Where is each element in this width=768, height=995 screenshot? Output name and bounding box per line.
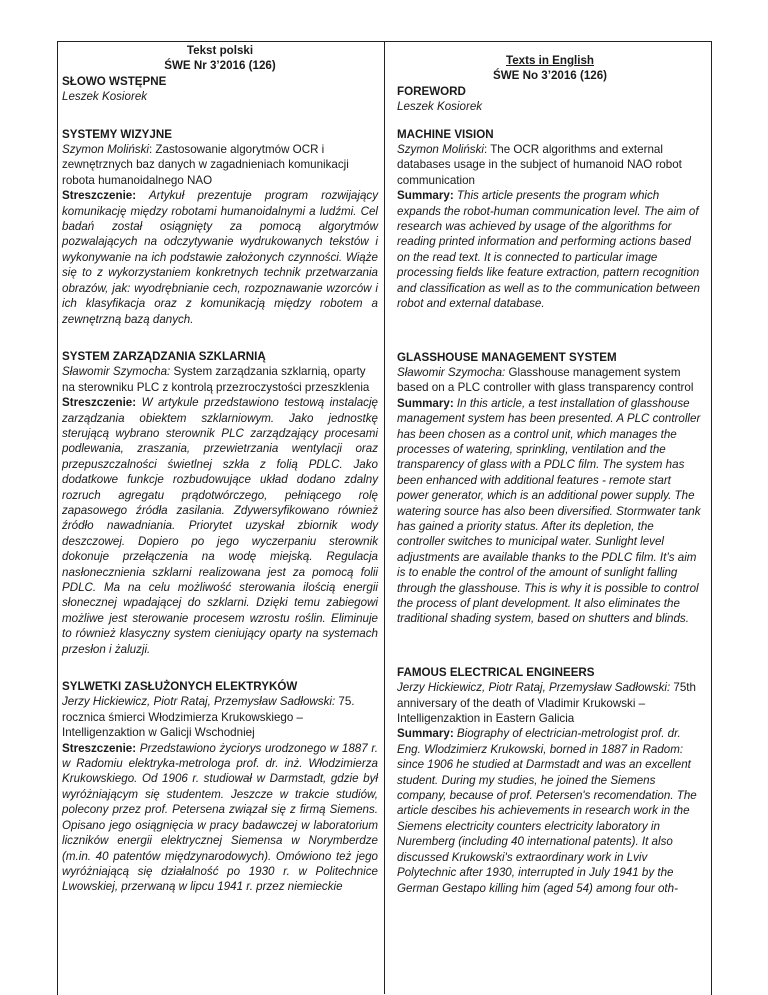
abstract-text: In this article, a test installation of glasshouse management system has been presented. A PLC controller has been chosen as a control unit, which manages the processes of watering, sprinkling, ventilation and the transparency of glass with a PDLC film. The system has been enhanced with additional features - remote start power generator, which is an additional power supply. The watering source has also been diversified. Stormwater tank has gained a priority status. After its depletion, the controller switches to municipal water. Sunlight level adjustments are available thanks to the PDLC film. It’s aim is to enable the control of the amount of sunlight falling through the glasshouse. This is why it is possible to control the process of plant development. It also eliminates the traditional shading system, based on shutters and blinds. — [397, 396, 701, 626]
polish-foreword-title: SŁOWO WSTĘPNE — [62, 74, 167, 88]
polish-section-greenhouse — [62, 349, 378, 657]
polish-section-engineers — [62, 679, 378, 895]
english-foreword-title: FOREWORD — [397, 84, 466, 98]
polish-header-title: Tekst polski — [186, 44, 254, 57]
abstract-label: Streszczenie: — [62, 741, 137, 755]
article-entry — [397, 365, 703, 396]
article-title: System zarządzania szklarnią, oparty na sterowniku PLC z kontrolą przezroczystości przeszklenia — [62, 365, 370, 394]
english-foreword — [397, 84, 703, 115]
article-entry — [397, 142, 703, 188]
article-title: 75th anniversary of the death of Vladimir Krukowski – Intelligenzaktion in Eastern Galicia — [397, 681, 696, 726]
section-title: SYLWETKI ZASŁUŻONYCH ELEKTRYKÓW — [62, 680, 298, 694]
abstract-label: Summary: — [397, 189, 454, 203]
abstract-label: Streszczenie: — [62, 189, 137, 203]
article-abstract — [62, 395, 378, 657]
article-abstract — [397, 188, 703, 311]
section-title: SYSTEM ZARZĄDZANIA SZKLARNIĄ — [62, 349, 266, 363]
article-author: Jerzy Hickiewicz, Piotr Rataj, Przemysław Sadłowski: — [397, 681, 671, 695]
polish-section-vision — [62, 127, 378, 327]
english-foreword-author: Leszek Kosiorek — [397, 100, 483, 114]
column-divider — [384, 41, 385, 994]
english-section-vision — [397, 127, 703, 312]
abstract-text: Biography of electrician-metrologist prof. dr. Eng. Wlodzimierz Krukowski, borned in 1887 in Radom: since 1906 he studied at Darmstadt and was an excellent student. During my studies, he joined the Siemens company, because of prof. Petersen's recomendation. The article descibes his achievements in research work in the Siemens electricity counters electricity laboratory in Nuremberg (including 40 international patents). It also discussed Krukowski's extraordinary work in Lviv Polytechnic after 1930, interrupted in July 1941 by the German Gestapo killing him (aged 54) among four oth- — [397, 727, 697, 895]
english-header-issue: ŚWE No 3’2016 (126) — [492, 69, 608, 83]
english-header-title: Texts in English — [505, 54, 595, 67]
section-title: SYSTEMY WIZYJNE — [62, 127, 172, 141]
polish-foreword — [62, 74, 378, 105]
article-title: Glasshouse management system based on a PLC controller with glass transparency control — [397, 365, 694, 395]
polish-header-issue: ŚWE Nr 3’2016 (126) — [164, 59, 276, 73]
abstract-text: Artykuł prezentuje program rozwijający komunikację między robotami humanoidalnymi a ludźmi. Cel badań został osiągnięty za pomocą algorytmów pozwalających na odczytywanie wydrukowanych tekstów i wykonywanie na ich podstawie założonych czynności. Wiąże się to z wykorzystaniem konkretnych technik przetwarzania obrazów, jak: wyodrębnianie cech, rozpoznawanie wzorców i ich klasyfikacja oraz z komunikacją między robotem a zewnętrzną bazą danych. — [62, 189, 378, 326]
article-author: Jerzy Hickiewicz, Piotr Rataj, Przemysław Sadłowski: — [62, 695, 336, 709]
abstract-text: Przedstawiono życiorys urodzonego w 1887 r. w Radomiu elektryka-metrologa prof. dr. inż. Włodzimierza Krukowskiego. Od 1906 r. studiował w Darmstadt, gdzie był wyróżniającym się studentem. Jeszcze w trakcie studiów, polecony przez prof. Petersena związał się z firmą Siemens. Opisano jego osiągnięcia w pracy badawczej w laboratorium liczników energii elektrycznej Siemensa w Norymberdze (m.in. 40 patentów międzynarodowych). Omówiono też jego wyróżniającą się działalność po 1930 r. w Politechnice Lwowskiej, przerwaną w lipcu 1941 r. przez niemieckie — [62, 741, 378, 894]
abstract-text: This article presents the program which expands the robot-human communication level. The aim of research was achieved by usage of the algorithms for reading printed information and performing actions based on the read text. It is connected to particular image processing fields like feature extraction, pattern recognition and classification as well as to the communication between robot and external database. — [397, 189, 700, 311]
section-title: FAMOUS ELECTRICAL ENGINEERS — [397, 665, 595, 679]
article-entry — [62, 142, 378, 188]
abstract-label: Summary: — [397, 727, 454, 741]
article-title: 75. rocznica śmierci Włodzimierza Krukowskiego – Intelligenzaktion w Galicji Wschodniej — [62, 695, 355, 740]
section-title: MACHINE VISION — [397, 127, 494, 141]
english-section-greenhouse — [397, 350, 703, 627]
polish-foreword-author: Leszek Kosiorek — [62, 90, 148, 104]
english-section-engineers — [397, 665, 703, 896]
article-entry — [62, 364, 378, 395]
polish-column — [62, 41, 378, 895]
polish-header — [62, 41, 378, 74]
article-author: Szymon Moliński — [397, 143, 484, 157]
article-author: Szymon Moliński — [62, 143, 149, 157]
article-title: : The OCR algorithms and external databases usage in the subject of humanoid NAO robot communication — [397, 143, 682, 187]
article-author: Sławomir Szymocha: — [397, 365, 506, 379]
article-entry — [397, 680, 703, 726]
abstract-text: W artykule przedstawiono testową instalację zarządzania obiektem szklarniowym. Jako jednostkę sterującą wybrano sterownik PLC zarządzający procesami podlewania, zraszania, przewietrzania wentylacji oraz przepuszczalności świetlnej szkła z folią PDLC. Jako dodatkowe funkcje rozbudowujące układ dodano zdalny rozruch agregatu prądotwórczego, pełniącego rolę zapasowego źródła zasilania. Zdywersyfikowano również źródło nawadniania. Priorytet uzyskał zbiornik wody deszczowej. Dopiero po jego wyczerpaniu sterownik dokonuje przełączenia na wodę miejską. Regulacja nasłonecznienia szklarni realizowana jest za pomocą folii PDLC. Ma na celu możliwość sterowania ilością energii słonecznej wpadającej do szklarni. Dzięki temu zabiegowi możliwe jest sterowanie procesem wzrostu roślin. Eliminuje to również klasyczny system cieniujący oparty na systemach przesłon i żaluzji. — [62, 396, 378, 656]
article-abstract — [62, 741, 378, 895]
english-header — [397, 41, 703, 84]
abstract-label: Streszczenie: — [62, 396, 137, 410]
section-title: GLASSHOUSE MANAGEMENT SYSTEM — [397, 350, 617, 364]
article-abstract — [397, 726, 703, 895]
english-column — [397, 41, 703, 896]
article-title: : Zastosowanie algorytmów OCR i zewnętrznych baz danych w zagadnieniach komunikacji robota humanoidalnego NAO — [62, 143, 349, 187]
abstract-label: Summary: — [397, 396, 454, 410]
article-abstract — [397, 396, 703, 627]
article-author: Sławomir Szymocha: — [62, 365, 171, 379]
article-entry — [62, 694, 378, 740]
article-abstract — [62, 188, 378, 327]
